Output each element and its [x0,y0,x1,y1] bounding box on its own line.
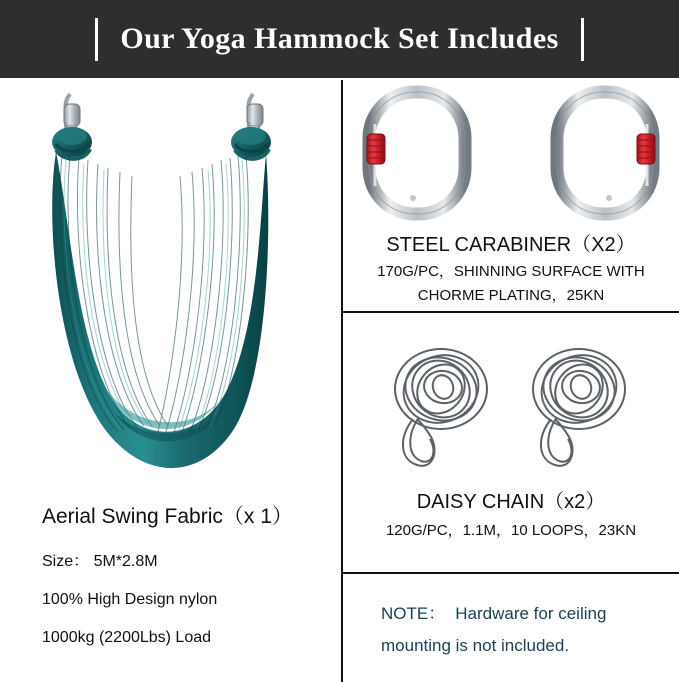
daisy-chain-image [343,327,679,477]
page-title: Our Yoga Hammock Set Includes [95,18,583,61]
horizontal-divider-top [341,311,679,313]
left-spec-size: Size： 5M*2.8M [42,553,158,570]
note-line-1: Hardware for ceiling [455,604,607,623]
carabiner-desc-line-1: 170G/PC，SHINNING SURFACE WITH [377,263,645,280]
header-banner [0,0,679,78]
carabiner-description [343,260,679,308]
carabiner-desc-line-2: CHORME PLATING，25KN [417,287,605,304]
note-label: NOTE： [381,604,446,623]
daisy-chain-panel [343,315,679,572]
horizontal-divider-bottom [341,572,679,574]
note-panel [343,576,679,682]
left-product-title: Aerial Swing Fabric（x 1） [42,505,293,528]
aerial-hammock-image [0,80,341,492]
left-caption [42,500,342,667]
daisy-chain-description: 120G/PC，1.1M，10 LOOPS，23KN [385,522,637,539]
carabiner-panel [343,80,679,311]
note-text [381,598,661,662]
left-spec-load: 1000kg (2200Lbs) Load [42,629,212,646]
left-spec-material: 100% High Design nylon [42,591,218,608]
note-line-2: mounting is not included. [381,636,570,655]
daisy-chain-title: DAISY CHAIN（x2） [416,491,606,513]
steel-carabiner-image [343,82,679,222]
carabiner-title: STEEL CARABINER（X2） [386,234,636,256]
left-panel [0,80,341,682]
